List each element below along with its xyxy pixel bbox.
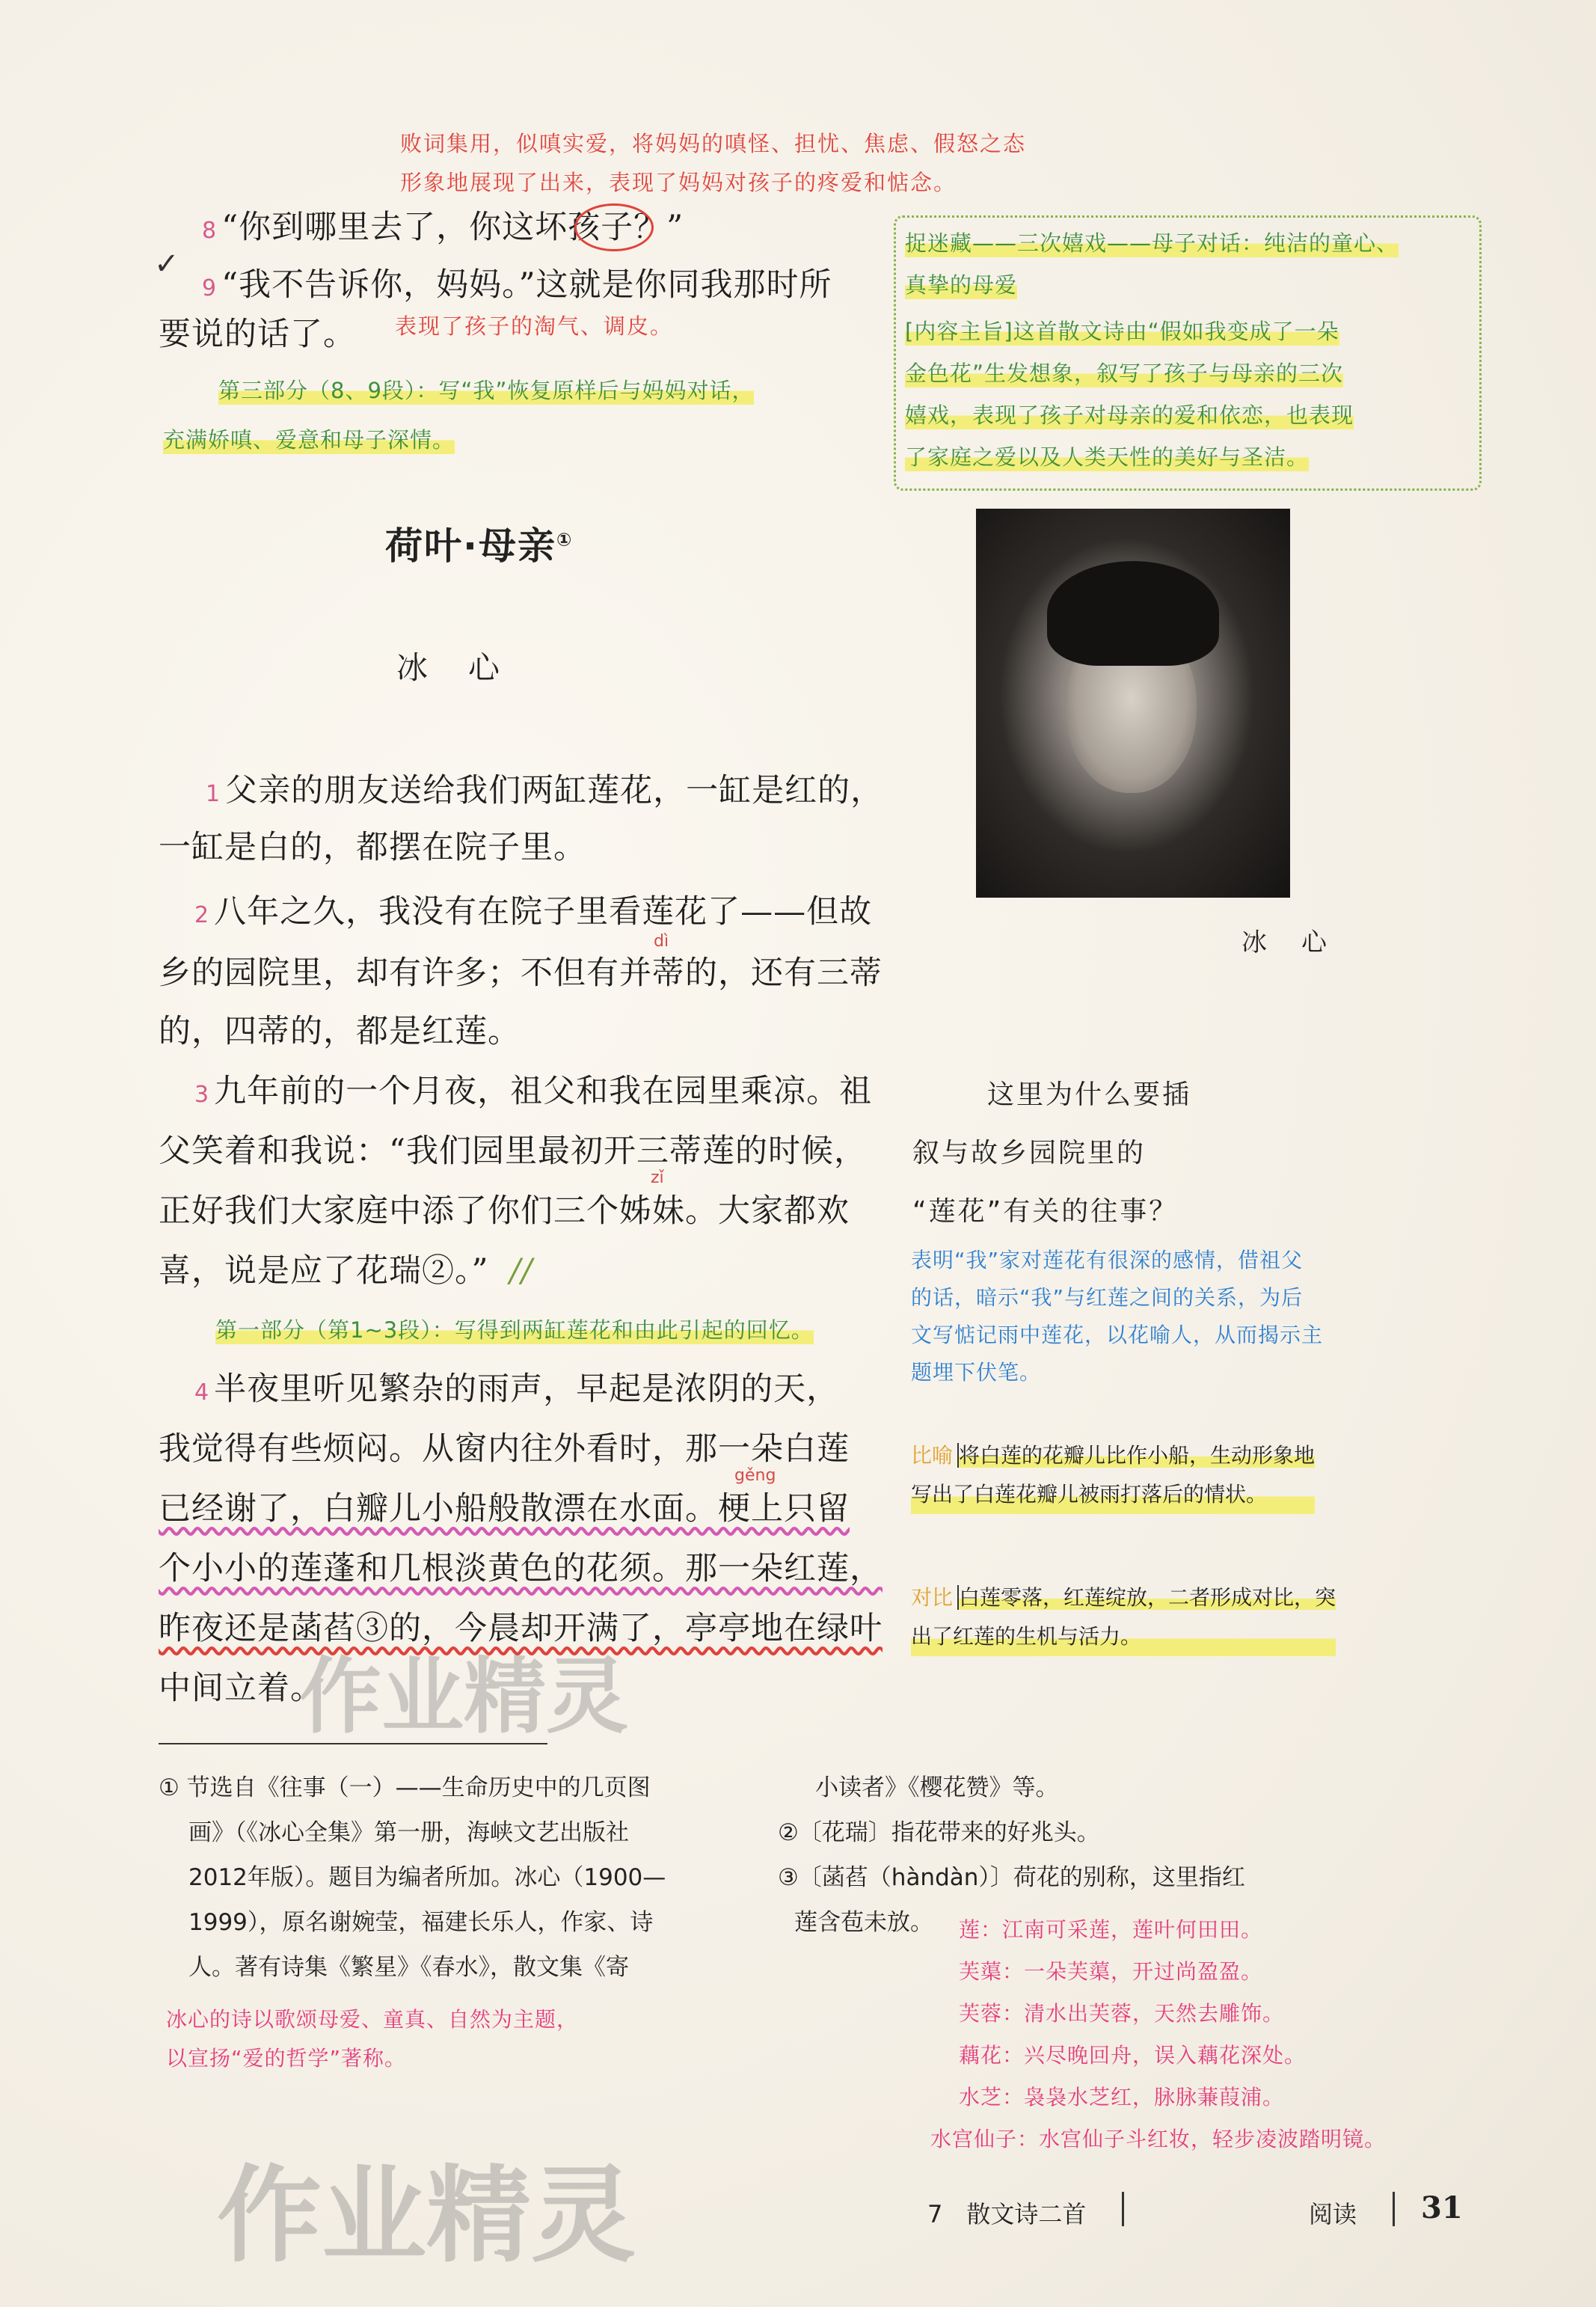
footnote-1-line3: 2012年版）。题目为编者所加。冰心（1900— <box>188 1864 666 1891</box>
lotus-names <box>930 1909 1387 2160</box>
circle-mark <box>574 203 654 251</box>
pinyin-zi: zǐ <box>651 1168 664 1187</box>
section-divider-mark: // <box>509 1252 533 1290</box>
paragraph-9-text: “我不告诉你，妈妈。”这就是你同我那时所 <box>221 266 832 304</box>
footer-lesson: 7 散文诗二首 <box>927 2200 1087 2228</box>
article-author: 冰 心 <box>396 649 505 686</box>
footnote-3-line2: 莲含苞未放。 <box>794 1909 933 1936</box>
summary-box <box>894 215 1482 491</box>
paragraph-4-line1 <box>194 1360 839 1422</box>
footer-divider-1 <box>1122 2192 1124 2226</box>
summary-label: [内容主旨] <box>905 319 1013 344</box>
paragraph-9-line2: 要说的话了。 <box>159 316 356 353</box>
pinyin-di: dì <box>654 932 669 951</box>
part3-summary-line1: 第三部分（8、9段）：写“我”恢复原样后与妈妈对话， <box>218 374 754 405</box>
paragraph-number: 8 <box>202 218 218 244</box>
paragraph-2-text: 八年之久，我没有在院子里看莲花了——但故 <box>214 893 873 931</box>
contrast-line2: 出了红莲的生机与活力。 <box>911 1617 1336 1656</box>
side-question <box>987 1066 1191 1124</box>
paragraph-number: 3 <box>194 1082 210 1108</box>
summary-line5: 嬉戏，表现了孩子对母亲的爱和依恋，也表现 <box>905 399 1354 429</box>
article-title <box>385 516 573 570</box>
lotus-name-5: 水芝：袅袅水芝红，脉脉蒹葭浦。 <box>959 2085 1285 2110</box>
watermark-middle: 作业精灵 <box>299 1649 628 1744</box>
photo-caption: 冰 心 <box>1241 928 1331 958</box>
paragraph-2-line1 <box>194 883 872 945</box>
lotus-name-2: 芙蕖：一朵芙蕖，开过尚盈盈。 <box>959 1959 1263 1984</box>
summary-line3: 这首散文诗由“假如我变成了一朵 <box>1013 319 1339 344</box>
paragraph-4-text: 半夜里听见繁杂的雨声，早起是浓阴的天， <box>214 1370 840 1408</box>
paragraph-4-line3: 已经谢了，白瓣儿小船般散漂在水面。梗上只留 <box>159 1490 850 1528</box>
check-mark: ✓ <box>154 247 179 281</box>
metaphor-line2: 写出了白莲花瓣儿被雨打落后的情状。 <box>911 1475 1315 1514</box>
article-title-text: 荷叶·母亲 <box>385 524 556 568</box>
footnote-1 <box>159 1765 666 1990</box>
summary-line1: 捉迷藏——三次嬉戏——母子对话：纯洁的童心、 <box>905 227 1399 257</box>
lotus-name-3: 芙蓉：清水出芙蓉，天然去雕饰。 <box>959 2001 1285 2026</box>
title-footnote-mark: ① <box>556 529 574 551</box>
footnote-1-annotation-line2: 以宣扬“爱的哲学”著称。 <box>166 2046 407 2071</box>
side-answer-line4: 题埋下伏笔。 <box>911 1360 1042 1385</box>
side-answer <box>911 1242 1323 1391</box>
summary-line6: 了家庭之爱以及人类天性的美好与圣洁。 <box>905 441 1309 471</box>
paragraph-4-line4: 个小小的莲蓬和几根淡黄色的花须。那一朵红莲， <box>159 1550 883 1587</box>
paragraph-4-line5: 昨夜还是菡萏③的，今晨却开满了，亭亭地在绿叶 <box>159 1610 883 1647</box>
side-answer-line1: 表明“我”家对莲花有很深的感情，借祖父 <box>911 1248 1304 1272</box>
paragraph-number: 4 <box>194 1379 210 1406</box>
paragraph-8-text: “你到哪里去了，你这坏孩子？” <box>221 209 684 246</box>
paragraph-3-text: 九年前的一个月夜，祖父和我在园里乘凉。祖 <box>214 1073 873 1110</box>
footer-section: 阅读 <box>1309 2200 1357 2228</box>
paragraph-4-line2: 我觉得有些烦闷。从窗内往外看时，那一朵白莲 <box>159 1430 850 1468</box>
paragraph-number: 9 <box>202 275 218 301</box>
footer-divider-2 <box>1393 2192 1395 2226</box>
metaphor-label: 比喻 <box>911 1443 959 1468</box>
side-answer-line2: 的话，暗示“我”与红莲之间的关系，为后 <box>911 1285 1304 1310</box>
watermark-bottom: 作业精灵 <box>217 2155 636 2277</box>
paragraph-3-line3: 正好我们大家庭中添了你们三个姊妹。大家都欢 <box>159 1192 850 1230</box>
paragraph-2-line2: 乡的园院里，却有许多；不但有并蒂的，还有三蒂 <box>159 955 883 992</box>
paragraph-2-line3: 的，四蒂的，都是红莲。 <box>159 1013 521 1050</box>
paragraph-3-text-end: 喜，说是应了花瑞②。” <box>159 1252 489 1290</box>
paragraph-1-line2: 一缸是白的，都摆在院子里。 <box>159 829 586 866</box>
footnote-3-line1: ③〔菡萏（hàndàn）〕荷花的别称，这里指红 <box>778 1864 1245 1891</box>
paragraph-3-line1 <box>194 1062 872 1124</box>
side-answer-line3: 文写惦记雨中莲花，以花喻人，从而揭示主 <box>911 1323 1324 1347</box>
paragraph-4-line6: 中间立着。 <box>159 1670 323 1707</box>
paragraph-3-line4 <box>159 1242 532 1300</box>
photo-hair <box>1047 561 1219 666</box>
pinyin-geng: gěng <box>734 1466 776 1485</box>
footnote-1-line4: 1999），原名谢婉莹，福建长乐人，作家、诗 <box>188 1909 654 1936</box>
side-question-line2: 叙与故乡园院里的 <box>912 1138 1147 1168</box>
footnote-1-line2: 画》（《冰心全集》第一册，海峡文艺出版社 <box>188 1819 629 1846</box>
lotus-name-1: 莲：江南可采莲，莲叶何田田。 <box>959 1917 1263 1942</box>
footnote-1-line1: ① 节选自《往事（一）——生命历史中的几页图 <box>159 1774 651 1801</box>
paragraph-3-line2: 父笑着和我说：“我们园里最初开三蒂莲的时候， <box>159 1133 867 1170</box>
footnote-1-annotation <box>166 2000 578 2078</box>
side-question-line3: “莲花”有关的往事？ <box>912 1196 1179 1227</box>
paragraph-9-annotation: 表现了孩子的淘气、调皮。 <box>395 313 674 339</box>
paragraph-number: 1 <box>206 781 221 807</box>
metaphor-line1: 将白莲的花瓣儿比作小船，生动形象地 <box>959 1443 1316 1468</box>
paragraph-number: 2 <box>194 902 210 928</box>
part1-summary: 第一部分（第1~3段）：写得到两缸莲花和由此引起的回忆。 <box>215 1314 814 1344</box>
lotus-name-6: 水宫仙子：水宫仙子斗红妆，轻步凌波踏明镜。 <box>930 2127 1387 2151</box>
paragraph-1-line1 <box>206 762 883 824</box>
contrast-line1: 白莲零落，红莲绽放，二者形成对比，突 <box>959 1585 1336 1610</box>
top-annotation-line1: 败词集用，似嗔实爱，将妈妈的嗔怪、担忧、焦虑、假怒之态 <box>400 131 1027 156</box>
part3-summary-line2: 充满娇嗔、爱意和母子深情。 <box>163 423 455 454</box>
footnote-2: ②〔花瑞〕指花带来的好兆头。 <box>778 1819 1100 1846</box>
footnote-1-continued: 小读者》《樱花赞》等。 <box>815 1774 1059 1801</box>
paragraph-1-text: 父亲的朋友送给我们两缸莲花，一缸是红的， <box>225 772 884 809</box>
author-photo <box>976 509 1290 898</box>
footnote-1-line5: 人。著有诗集《繁星》《春水》，散文集《寄 <box>188 1954 629 1981</box>
side-metaphor <box>911 1436 1315 1514</box>
lotus-name-4: 藕花：兴尽晚回舟，误入藕花深处。 <box>959 2043 1307 2068</box>
footnote-1-annotation-line1: 冰心的诗以歌颂母爱、童真、自然为主题， <box>166 2007 579 2032</box>
top-annotation-line2: 形象地展现了出来，表现了妈妈对孩子的疼爱和惦念。 <box>400 170 957 195</box>
summary-line2: 真挚的母爱 <box>905 269 1017 299</box>
page-number: 31 <box>1421 2190 1463 2225</box>
summary-line4: 金色花”生发想象，叙写了孩子与母亲的三次 <box>905 357 1343 387</box>
side-contrast <box>911 1578 1336 1656</box>
summary-theme-line <box>905 315 1339 346</box>
side-question-line1: 这里为什么要插 <box>987 1079 1192 1110</box>
contrast-label: 对比 <box>911 1585 959 1610</box>
